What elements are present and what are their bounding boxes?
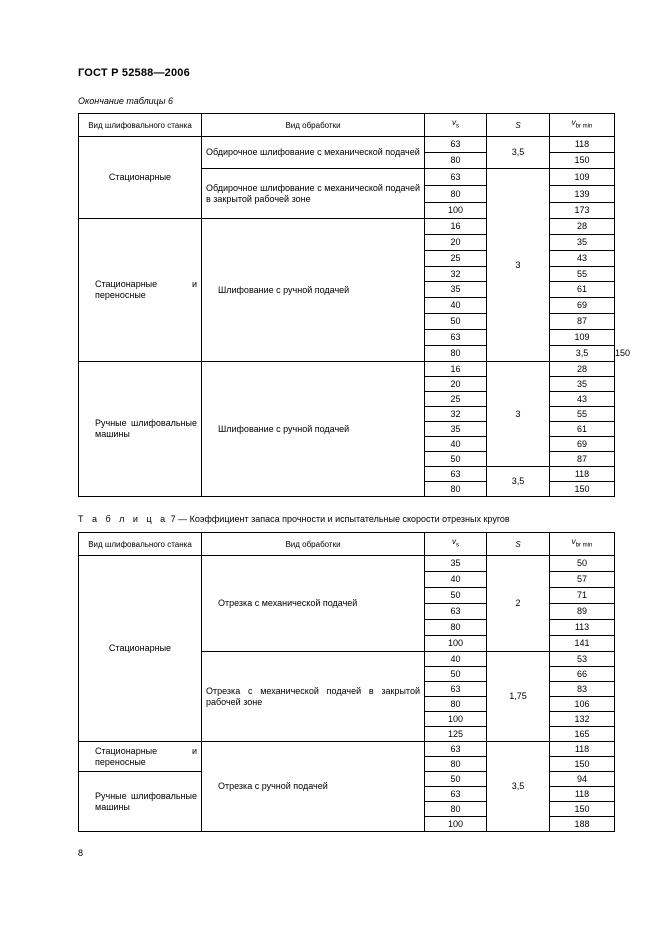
group-stationary: Стационарные: [79, 137, 202, 219]
table-cell: 50: [425, 314, 487, 330]
table-cell: 125: [425, 727, 487, 742]
table-cell: 139: [550, 186, 615, 203]
table-cell: 173: [550, 203, 615, 219]
table-cell: 35: [425, 556, 487, 572]
table-cell: 80: [425, 802, 487, 817]
document-title: ГОСТ Р 52588—2006: [78, 67, 190, 79]
table-cell: 20: [425, 235, 487, 251]
table6-header-row: [79, 114, 615, 137]
header-machine: Вид шлифовального станка: [79, 114, 202, 137]
table-cell: 25: [425, 392, 487, 407]
table-cell: 35: [550, 377, 615, 392]
table-cell: 50: [425, 452, 487, 467]
process-rough-mech: Обдирочное шлифование с механической подачей: [202, 137, 425, 169]
table-cell: 113: [550, 620, 615, 636]
table-cell: 188: [550, 817, 615, 832]
table-cell: 61: [550, 422, 615, 437]
process-manual-feed-2: Шлифование с ручной подачей: [202, 362, 425, 497]
table-cell: 35: [550, 235, 615, 251]
table-cell: 35: [425, 282, 487, 298]
table-cell: 20: [425, 377, 487, 392]
process-rough-closed: Обдирочное шлифование с механической подачей в закрытой рабочей зоне: [202, 169, 425, 219]
table-cell: 118: [550, 787, 615, 802]
table-cell: 1,75: [487, 652, 550, 742]
table-cell: 150: [550, 153, 615, 169]
table-cell: 80: [425, 346, 487, 362]
table-7: [78, 532, 615, 832]
table7-caption: Т а б л и ц а 7 — Коэффициент запаса прочности и испытательные скорости отрезных кругов: [78, 514, 510, 524]
table-cell: 100: [425, 636, 487, 652]
table-cell: 69: [550, 437, 615, 452]
table-6: [78, 113, 631, 497]
table-cell: 35: [425, 422, 487, 437]
table-cell: 32: [425, 267, 487, 282]
table-cell: 43: [550, 392, 615, 407]
header-vs: $v_s$: [425, 533, 487, 556]
table-cell: 118: [550, 467, 615, 482]
table-cell: 87: [550, 452, 615, 467]
table-cell: 100: [425, 203, 487, 219]
process-cut-mech: Отрезка с механической подачей: [202, 556, 425, 652]
table-cell: 118: [550, 137, 615, 153]
table-cell: 50: [425, 772, 487, 787]
table-cell: 141: [550, 636, 615, 652]
table-cell: 87: [550, 314, 615, 330]
table-cell: 94: [550, 772, 615, 787]
process-cut-mech-closed: Отрезка с механической подачей в закрытой рабочей зоне: [202, 652, 425, 742]
group-stationary-portable: Стационарные и переносные: [79, 219, 202, 362]
table-cell: 50: [425, 667, 487, 682]
table-cell: 61: [550, 282, 615, 298]
table-cell: 16: [425, 219, 487, 235]
table-cell: 63: [425, 682, 487, 697]
table-cell: 63: [425, 604, 487, 620]
table-row: [79, 137, 615, 153]
table-cell: 150: [550, 757, 615, 772]
header-vbr: $v_{br min}$: [550, 114, 615, 137]
table-cell: 165: [550, 727, 615, 742]
table7-header-row: [79, 533, 615, 556]
table-cell: 55: [550, 407, 615, 422]
table-cell: 40: [425, 652, 487, 667]
table-cell: 63: [425, 137, 487, 153]
table-cell: 3: [487, 169, 550, 362]
table-cell: 63: [425, 330, 487, 346]
table-cell: 3,5: [550, 346, 615, 362]
table-cell: 3,5: [487, 137, 550, 169]
table-cell: 32: [425, 407, 487, 422]
table-row: 80 3,5 150: [79, 346, 615, 362]
table-cell: 83: [550, 682, 615, 697]
table-cell: 2: [487, 556, 550, 652]
table-cell: 3,5: [487, 467, 550, 497]
table-cell: 16: [425, 362, 487, 377]
page-number: 8: [78, 848, 84, 858]
table-cell: 50: [550, 556, 615, 572]
table-cell: 50: [425, 588, 487, 604]
table-cell: 53: [550, 652, 615, 667]
table-cell: 25: [425, 251, 487, 267]
group-stationary: Стационарные: [79, 556, 202, 742]
table-row: [79, 742, 615, 757]
table-cell: 71: [550, 588, 615, 604]
table-cell: 100: [425, 817, 487, 832]
table-cell: 80: [425, 757, 487, 772]
table-cell: 118: [550, 742, 615, 757]
table-cell: 80: [425, 697, 487, 712]
table-row: [79, 362, 615, 377]
table-cell: 150: [550, 482, 615, 497]
table-cell: 28: [550, 219, 615, 235]
header-machine: Вид шлифовального станка: [79, 533, 202, 556]
process-manual-feed: Шлифование с ручной подачей: [202, 219, 425, 362]
table-row: [79, 556, 615, 572]
table-cell: 132: [550, 712, 615, 727]
group-stationary-portable: Стационарные и переносные: [79, 742, 202, 772]
table-cell: 63: [425, 787, 487, 802]
table-cell: 109: [550, 169, 615, 186]
header-vbr: $v_{br min}$: [550, 533, 615, 556]
table-cell: 150: [550, 802, 615, 817]
table-cell: 43: [550, 251, 615, 267]
table-cell: 40: [425, 437, 487, 452]
table-cell: 63: [425, 742, 487, 757]
table-cell: 40: [425, 298, 487, 314]
table-cell: 109: [550, 330, 615, 346]
header-s: S: [487, 114, 550, 137]
header-vs: $v_s$: [425, 114, 487, 137]
table-cell: 80: [425, 482, 487, 497]
table-cell: 63: [425, 169, 487, 186]
table-cell: 100: [425, 712, 487, 727]
table-cell: 40: [425, 572, 487, 588]
table-cell: 28: [550, 362, 615, 377]
table-cell: 69: [550, 298, 615, 314]
table-cell: 80: [425, 186, 487, 203]
table-cell: 3: [487, 362, 550, 467]
header-process: Вид обработки: [202, 533, 425, 556]
table-cell: 66: [550, 667, 615, 682]
table-cell: 57: [550, 572, 615, 588]
table-cell: 80: [425, 620, 487, 636]
group-manual: Ручные шлифовальные машины: [79, 772, 202, 832]
table-cell: 63: [425, 467, 487, 482]
table-cell: 80: [425, 153, 487, 169]
header-s: S: [487, 533, 550, 556]
table-cell: 106: [550, 697, 615, 712]
table-cell: 89: [550, 604, 615, 620]
table-cell: 3,5: [487, 742, 550, 832]
process-cut-manual: Отрезка с ручной подачей: [202, 742, 425, 832]
table6-caption: Окончание таблицы 6: [78, 96, 173, 106]
table-cell: 55: [550, 267, 615, 282]
header-process: Вид обработки: [202, 114, 425, 137]
group-manual: Ручные шлифовальные машины: [79, 362, 202, 497]
